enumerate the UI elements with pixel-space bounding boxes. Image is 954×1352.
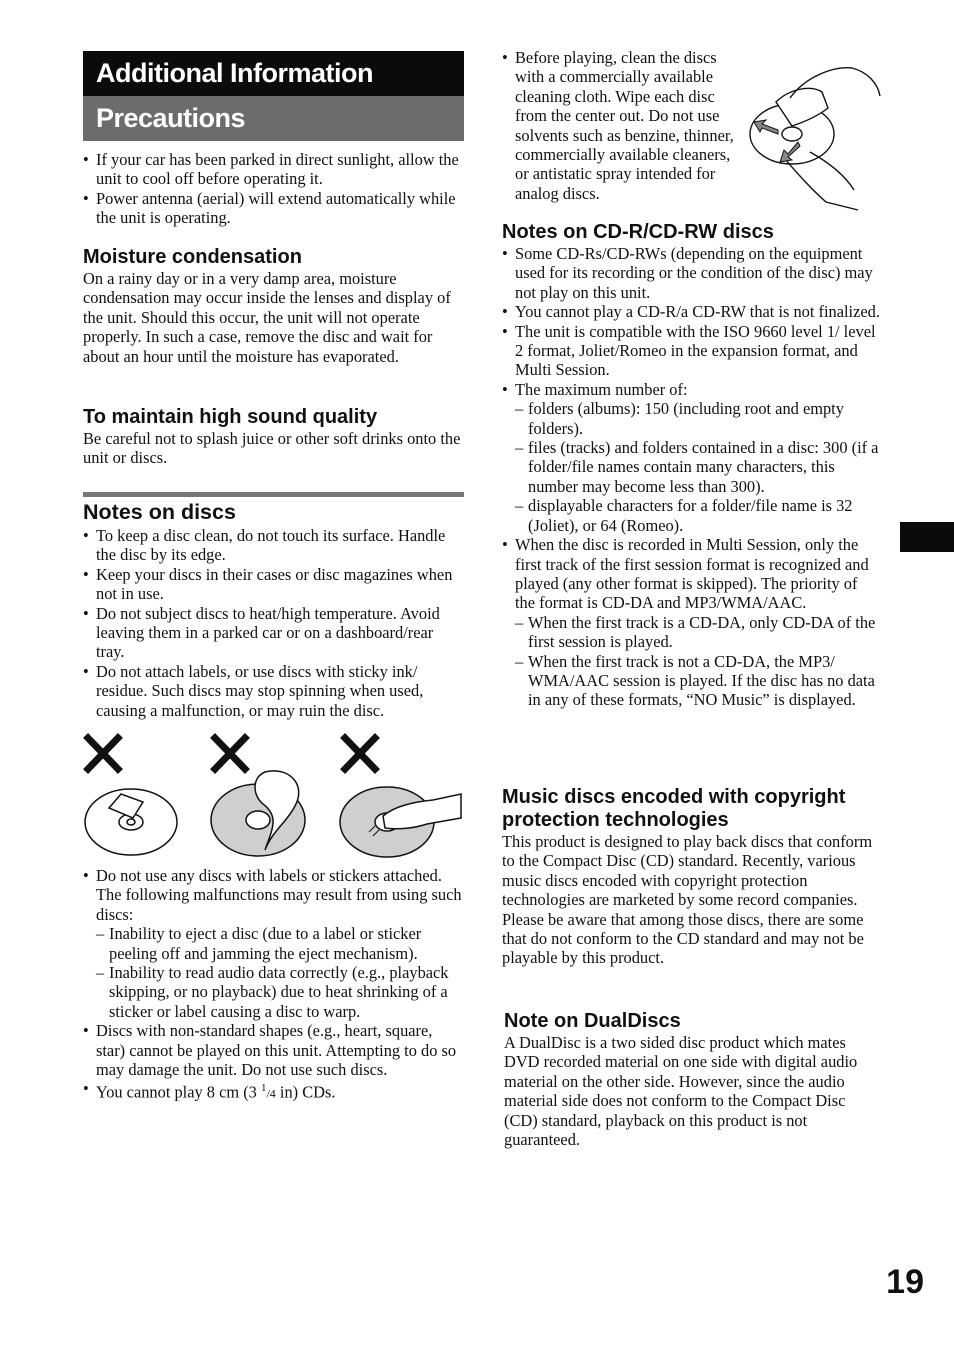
list-item: • The maximum number of: xyxy=(502,380,880,399)
small-cd-sup: 1 xyxy=(260,1082,267,1095)
list-item: • If your car has been parked in direct sunlight, allow the unit to cool off before operating it. xyxy=(83,150,464,189)
labels-section xyxy=(83,866,464,1104)
list-item: • Do not attach labels, or use discs with sticky ink/ residue. Such discs may stop spinning when used, causing a malfunction, or may ruin the disc. xyxy=(83,662,464,720)
prohibited-cross-icon xyxy=(345,738,375,769)
list-item: – When the first track is a CD-DA, only CD-DA of the first session is played. xyxy=(502,613,880,652)
list-item: • Before playing, clean the discs with a commercially available cleaning cloth. Wipe each disc from the center out. Do not use solvents such as benzine, thinner, commercially available cleaners, or antistatic spray intended for analog discs. xyxy=(502,48,746,203)
section-divider xyxy=(83,492,464,497)
discs-list xyxy=(83,526,464,720)
cdr-max-list xyxy=(502,399,880,535)
moisture-section xyxy=(83,246,464,366)
sound-body: Be careful not to splash juice or other soft drinks onto the unit or discs. xyxy=(83,429,461,468)
disc-cleaning-illustration xyxy=(748,62,882,212)
copyright-body: This product is designed to play back discs that conform to the Compact Disc (CD) standard. Recently, various music discs encoded with copyright protection technologies are marketed by some record companies. Please be aware that among those discs, there are some that do not conform to the CD standard and may not be playable by this product. xyxy=(502,832,873,968)
labels-dash-list xyxy=(83,924,464,1021)
list-item: • You cannot play a CD-R/a CD-RW that is not finalized. xyxy=(502,302,880,321)
list-item: • Some CD-Rs/CD-RWs (depending on the equipment used for its recording or the condition of the disc) may not play on this unit. xyxy=(502,244,880,302)
disc-with-sticker-icon xyxy=(85,789,177,855)
sound-section xyxy=(83,406,464,468)
list-item: – folders (albums): 150 (including root and empty folders). xyxy=(502,399,880,438)
prohibited-cross-icon xyxy=(88,738,118,769)
list-item: – When the first track is not a CD-DA, the MP3/ WMA/AAC session is played. If the disc has no data in any of these formats, “NO Music” is displayed. xyxy=(502,652,880,710)
list-item: • To keep a disc clean, do not touch its surface. Handle the disc by its edge. xyxy=(83,526,464,565)
sound-heading: To maintain high sound quality xyxy=(83,406,378,428)
list-item: • When the disc is recorded in Multi Session, only the first track of the first session format is recognized and played (any other format is skipped). The priority of the format is CD-DA and MP3/WMA/AAC. xyxy=(502,535,880,613)
cdr-session-list xyxy=(502,613,880,710)
dualdisc-heading: Note on DualDiscs xyxy=(504,1010,681,1032)
labels-list xyxy=(83,866,464,924)
disc-warning-illustrations xyxy=(83,732,464,860)
labels-bullet-text: Do not use any discs with labels or stickers attached. xyxy=(96,866,442,885)
disc-with-residue-icon xyxy=(340,787,461,857)
list-item xyxy=(83,866,464,924)
labels-followup: The following malfunctions may result from using such discs: xyxy=(96,885,462,924)
copyright-heading: Music discs encoded with copyright protection technologies xyxy=(502,786,846,831)
moisture-heading: Moisture condensation xyxy=(83,246,302,268)
prohibited-cross-icon xyxy=(215,738,245,769)
list-item xyxy=(83,1079,464,1104)
list-item: • Power antenna (aerial) will extend automatically while the unit is operating. xyxy=(83,189,464,228)
list-item: – files (tracks) and folders contained in a disc: 300 (if a folder/file names contain many characters, this number may become less than 300). xyxy=(502,438,880,496)
small-cd-prefix: You cannot play 8 cm (3 xyxy=(96,1082,261,1102)
heart-shaped-disc-icon xyxy=(211,771,305,856)
copyright-section xyxy=(502,786,880,968)
small-cd-suffix: in) CDs. xyxy=(275,1082,336,1102)
dualdisc-section xyxy=(504,1010,880,1149)
cleaning-list xyxy=(502,48,746,203)
discs-section xyxy=(83,500,464,720)
cdr-section xyxy=(502,221,880,710)
page-number: 19 xyxy=(886,1263,924,1301)
small-cd-frac: /4 xyxy=(266,1086,276,1101)
chapter-tab-marker xyxy=(900,522,954,552)
intro-list xyxy=(83,150,464,228)
discs-heading: Notes on discs xyxy=(83,500,236,524)
shapes-list xyxy=(83,1021,464,1104)
list-item: • Discs with non-standard shapes (e.g., heart, square, star) cannot be played on this unit. Attempting to do so may damage the unit. Do not use such discs. xyxy=(83,1021,464,1079)
moisture-body: On a rainy day or in a very damp area, moisture condensation may occur inside the lenses and display of the unit. Should this occur, the unit will not operate properly. In such a case, remove the disc and wait for about an hour until the moisture has evaporated. xyxy=(83,269,451,366)
cdr-list xyxy=(502,244,880,399)
cdr-heading: Notes on CD-R/CD-RW discs xyxy=(502,221,774,243)
list-item: • Do not subject discs to heat/high temperature. Avoid leaving them in a parked car or on a dashboard/rear tray. xyxy=(83,604,464,662)
list-item: • The unit is compatible with the ISO 9660 level 1/ level 2 format, Joliet/Romeo in the expansion format, and Multi Session. xyxy=(502,322,880,380)
section-title: Additional Information xyxy=(83,51,464,96)
list-item: – Inability to read audio data correctly (e.g., playback skipping, or no playback) due to heat shrinking of a sticker or label causing a disc to warp. xyxy=(83,963,464,1021)
list-item: • Keep your discs in their cases or disc magazines when not in use. xyxy=(83,565,464,604)
list-item: – displayable characters for a folder/file name is 32 (Joliet), or 64 (Romeo). xyxy=(502,496,880,535)
subsection-title: Precautions xyxy=(83,96,464,141)
list-item: – Inability to eject a disc (due to a label or sticker peeling off and jamming the eject mechanism). xyxy=(83,924,464,963)
cdr-multisession-list xyxy=(502,535,880,613)
dualdisc-body: A DualDisc is a two sided disc product which mates DVD recorded material on one side with digital audio material on the other side. However, since the audio material side does not conform to the Compact Disc (CD) standard, playback on this product is not guaranteed. xyxy=(504,1033,858,1150)
